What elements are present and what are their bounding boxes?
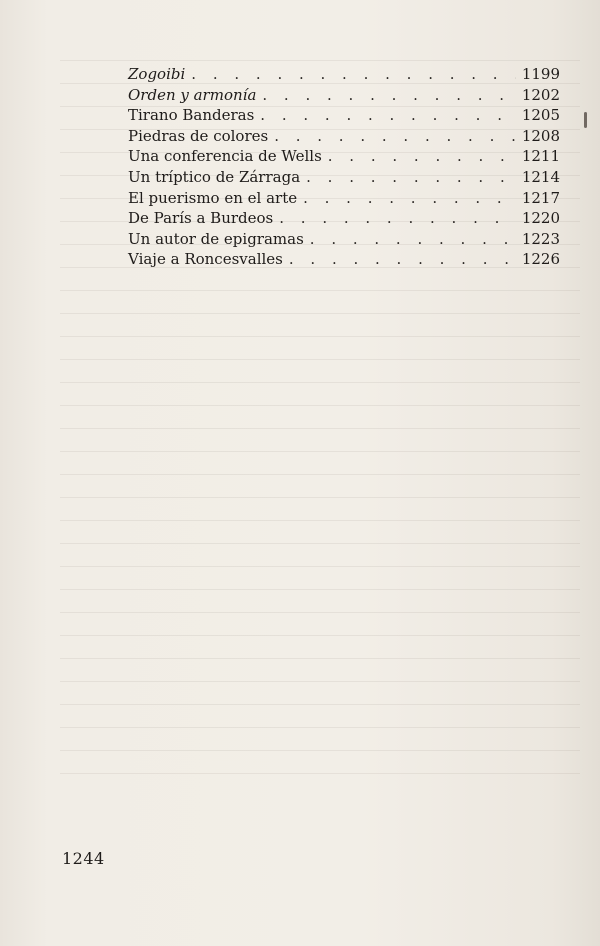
page-edge-mark xyxy=(584,112,587,128)
toc-entry-title: Viaje a Roncesvalles xyxy=(128,250,283,269)
toc-leader-dots xyxy=(310,229,516,250)
toc-entry xyxy=(128,208,560,229)
toc-entry xyxy=(128,105,560,126)
toc-entry-title: Zogoibi xyxy=(128,65,186,83)
toc-leader-dots xyxy=(274,126,516,147)
toc-entry-title: Una conferencia de Wells xyxy=(128,147,322,166)
toc-entry xyxy=(128,188,560,209)
toc-entry-page: 1211 xyxy=(521,147,560,166)
toc-leader-dots xyxy=(262,85,516,106)
toc-entry-title: Orden y armonía xyxy=(128,85,257,104)
toc-entry-page: 1226 xyxy=(521,250,560,269)
toc-entry-title: Un autor de epigramas xyxy=(128,229,304,248)
toc-entry-title: De París a Burdeos xyxy=(128,209,274,228)
toc-entry-title: Un tríptico de Zárraga xyxy=(128,167,301,186)
toc-leader-dots xyxy=(289,249,516,270)
page-number: 1244 xyxy=(62,849,105,868)
toc-entry xyxy=(128,126,560,147)
toc-entry-title: El puerismo en el arte xyxy=(128,188,298,207)
toc-leader-dots xyxy=(279,208,516,229)
toc-entry-page: 1214 xyxy=(521,167,560,186)
toc-leader-dots xyxy=(328,146,516,167)
toc-leader-dots xyxy=(191,64,516,85)
toc-entry-page: 1217 xyxy=(521,188,560,207)
toc-entry xyxy=(128,64,560,85)
toc-entry-page: 1199 xyxy=(521,65,560,83)
toc-entry-title: Tirano Banderas xyxy=(128,106,255,125)
toc-entry-page: 1205 xyxy=(521,106,560,125)
toc-entry-page: 1202 xyxy=(521,85,560,104)
toc-entry xyxy=(128,85,560,106)
toc-entry-page: 1220 xyxy=(521,209,560,228)
toc-entry xyxy=(128,146,560,167)
toc-entry-page: 1223 xyxy=(521,229,560,248)
toc-entry xyxy=(128,249,560,270)
toc-entry-page: 1208 xyxy=(521,126,560,145)
toc-entry xyxy=(128,167,560,188)
toc-entry xyxy=(128,229,560,250)
toc-leader-dots xyxy=(260,105,516,126)
toc-leader-dots xyxy=(306,167,516,188)
toc-leader-dots xyxy=(303,188,516,209)
toc-entry-title: Piedras de colores xyxy=(128,126,269,145)
table-of-contents xyxy=(128,64,560,270)
